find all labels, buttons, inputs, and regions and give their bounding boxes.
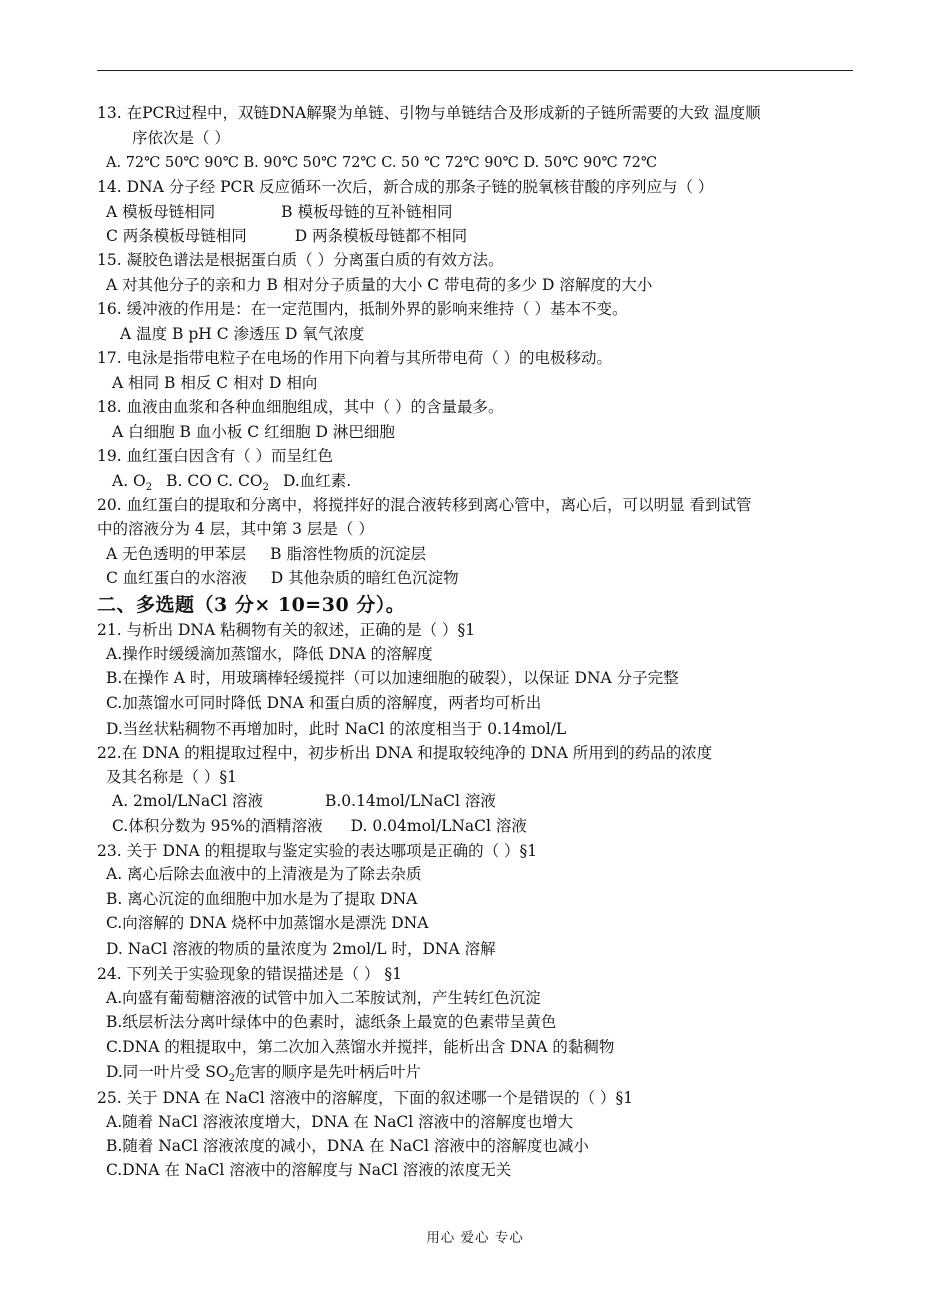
q13-stem-cont: 序依次是（ ） [132,129,230,147]
q23-stem: 23. 关于 DNA 的粗提取与鉴定实验的表达哪项是正确的（ ）§1 [97,842,538,860]
q19-option-bc: B. CO C. CO [166,472,263,490]
q20-stem-cont: 中的溶液分为 4 层，其中第 3 层是（ ） [97,520,374,538]
q17-stem: 17. 电泳是指带电粒子在电场的作用下向着与其所带电荷（ ）的电极移动。 [97,349,613,367]
q22-options-ab [112,791,496,811]
subscript-2: 2 [228,1073,235,1085]
q22-options-cd [112,816,527,836]
q25-option-c: C.DNA 在 NaCl 溶液中的溶解度与 NaCl 溶液的浓度无关 [106,1161,512,1179]
subscript-2: 2 [145,482,153,494]
q24-stem: 24. 下列关于实验现象的错误描述是（ ） §1 [97,965,403,983]
section-title-multiple-choice: 二、多选题（3 分× 10=30 分）。 [97,594,406,616]
q24-option-b: B.纸层析法分离叶绿体中的色素时，滤纸条上最宽的色素带呈黄色 [106,1013,557,1031]
q24-option-d-pre: D.同一叶片受 SO [106,1063,229,1081]
q15-stem: 15. 凝胶色谱法是根据蛋白质（ ）分离蛋白质的有效方法。 [97,251,504,269]
q14-option-b: B 模板母链的互补链相同 [281,203,453,221]
q24-option-d [106,1062,421,1089]
q23-option-c: C.向溶解的 DNA 烧杯中加蒸馏水是漂洗 DNA [106,914,429,932]
q20-option-d: D 其他杂质的暗红色沉淀物 [270,569,459,587]
q17-options: A 相同 B 相反 C 相对 D 相向 [112,374,318,392]
q25-option-b: B.随着 NaCl 溶液浓度的减小，DNA 在 NaCl 溶液中的溶解度也减小 [106,1137,589,1155]
q23-option-a: A. 离心后除去血液中的上清液是为了除去杂质 [106,865,422,883]
q24-option-c: C.DNA 的粗提取中，第二次加入蒸馏水并搅拌，能析出含 DNA 的黏稠物 [106,1038,615,1056]
header-rule [97,70,853,71]
q19-option-a: A. O [112,472,146,490]
q23-option-d: D. NaCl 溶液的物质的量浓度为 2mol/L 时，DNA 溶解 [106,940,496,958]
q19-stem: 19. 血红蛋白因含有（ ）而呈红色 [97,447,334,465]
q23-option-b: B. 离心沉淀的血细胞中加水是为了提取 DNA [106,890,418,908]
q25-stem: 25. 关于 DNA 在 NaCl 溶液中的溶解度，下面的叙述哪一个是错误的（ ）§1 [97,1089,634,1107]
q14-options-cd [106,226,467,246]
q21-option-d: D.当丝状粘稠物不再增加时，此时 NaCl 的浓度相当于 0.14mol/L [106,720,567,738]
q20-stem: 20. 血红蛋白的提取和分离中，将搅拌好的混合液转移到离心管中，离心后，可以明显 看到试管 [97,496,752,514]
page-footer: 用心 爱心 专心 [426,1230,524,1246]
q13-stem: 13. 在PCR过程中，双链DNA解聚为单链、引物与单链结合及形成新的子链所需要的大致 温度顺 [97,104,761,122]
q25-option-a: A.随着 NaCl 溶液浓度增大，DNA 在 NaCl 溶液中的溶解度也增大 [106,1113,574,1131]
q15-options: A 对其他分子的亲和力 B 相对分子质量的大小 C 带电荷的多少 D 溶解度的大小 [106,276,653,294]
q22-option-c: C.体积分数为 95%的酒精溶液 [112,817,323,835]
q20-options-cd [106,568,459,588]
q14-option-d: D 两条模板母链都不相同 [294,227,468,245]
q14-stem: 14. DNA 分子经 PCR 反应循环一次后，新合成的那条子链的脱氧核苷酸的序列应与（ ） [97,178,714,196]
q20-option-b: B 脂溶性物质的沉淀层 [270,545,426,563]
q14-option-c: C 两条模板母链相同 [106,227,247,245]
subscript-2: 2 [262,482,269,494]
q21-stem: 21. 与析出 DNA 粘稠物有关的叙述，正确的是（ ）§1 [97,621,476,639]
q14-options-ab [106,202,452,222]
q21-option-a: A.操作时缓缓滴加蒸馏水，降低 DNA 的溶解度 [106,645,433,663]
q19-option-d: D.血红素. [282,472,352,490]
q20-options-ab [106,544,426,564]
q22-stem: 22.在 DNA 的粗提取过程中，初步析出 DNA 和提取较纯净的 DNA 所用到的药品的浓度 [97,744,713,762]
q22-stem-cont: 及其名称是（ ）§1 [106,768,238,786]
q24-option-d-post: 危害的顺序是先叶柄后叶片 [234,1063,421,1081]
q21-option-b: B.在操作 A 时，用玻璃棒轻缓搅拌（可以加速细胞的破裂），以保证 DNA 分子完整 [106,669,679,687]
q22-option-d: D. 0.04mol/LNaCl 溶液 [350,817,527,835]
q18-options: A 白细胞 B 血小板 C 红细胞 D 淋巴细胞 [112,423,395,441]
q16-stem: 16. 缓冲液的作用是：在一定范围内，抵制外界的影响来维持（ ）基本不变。 [97,300,628,318]
q16-options: A 温度 B pH C 渗透压 D 氧气浓度 [120,325,365,343]
q22-option-a: A. 2mol/LNaCl 溶液 [112,792,263,810]
q20-option-c: C 血红蛋白的水溶液 [106,569,247,587]
q14-option-a: A 模板母链相同 [106,203,216,221]
q13-options: A. 72℃ 50℃ 90℃ B. 90℃ 50℃ 72℃ C. 50 ℃ 72℃ 90℃ D. 50℃ 90℃ 72℃ [106,155,658,171]
q24-option-a: A.向盛有葡萄糖溶液的试管中加入二苯胺试剂，产生转红色沉淀 [106,989,541,1007]
q18-stem: 18. 血液由血浆和各种血细胞组成，其中（ ）的含量最多。 [97,398,504,416]
q20-option-a: A 无色透明的甲苯层 [106,545,247,563]
q22-option-b: B.0.14mol/LNaCl 溶液 [324,792,496,810]
q21-option-c: C.加蒸馏水可同时降低 DNA 和蛋白质的溶解度，两者均可析出 [106,694,542,712]
